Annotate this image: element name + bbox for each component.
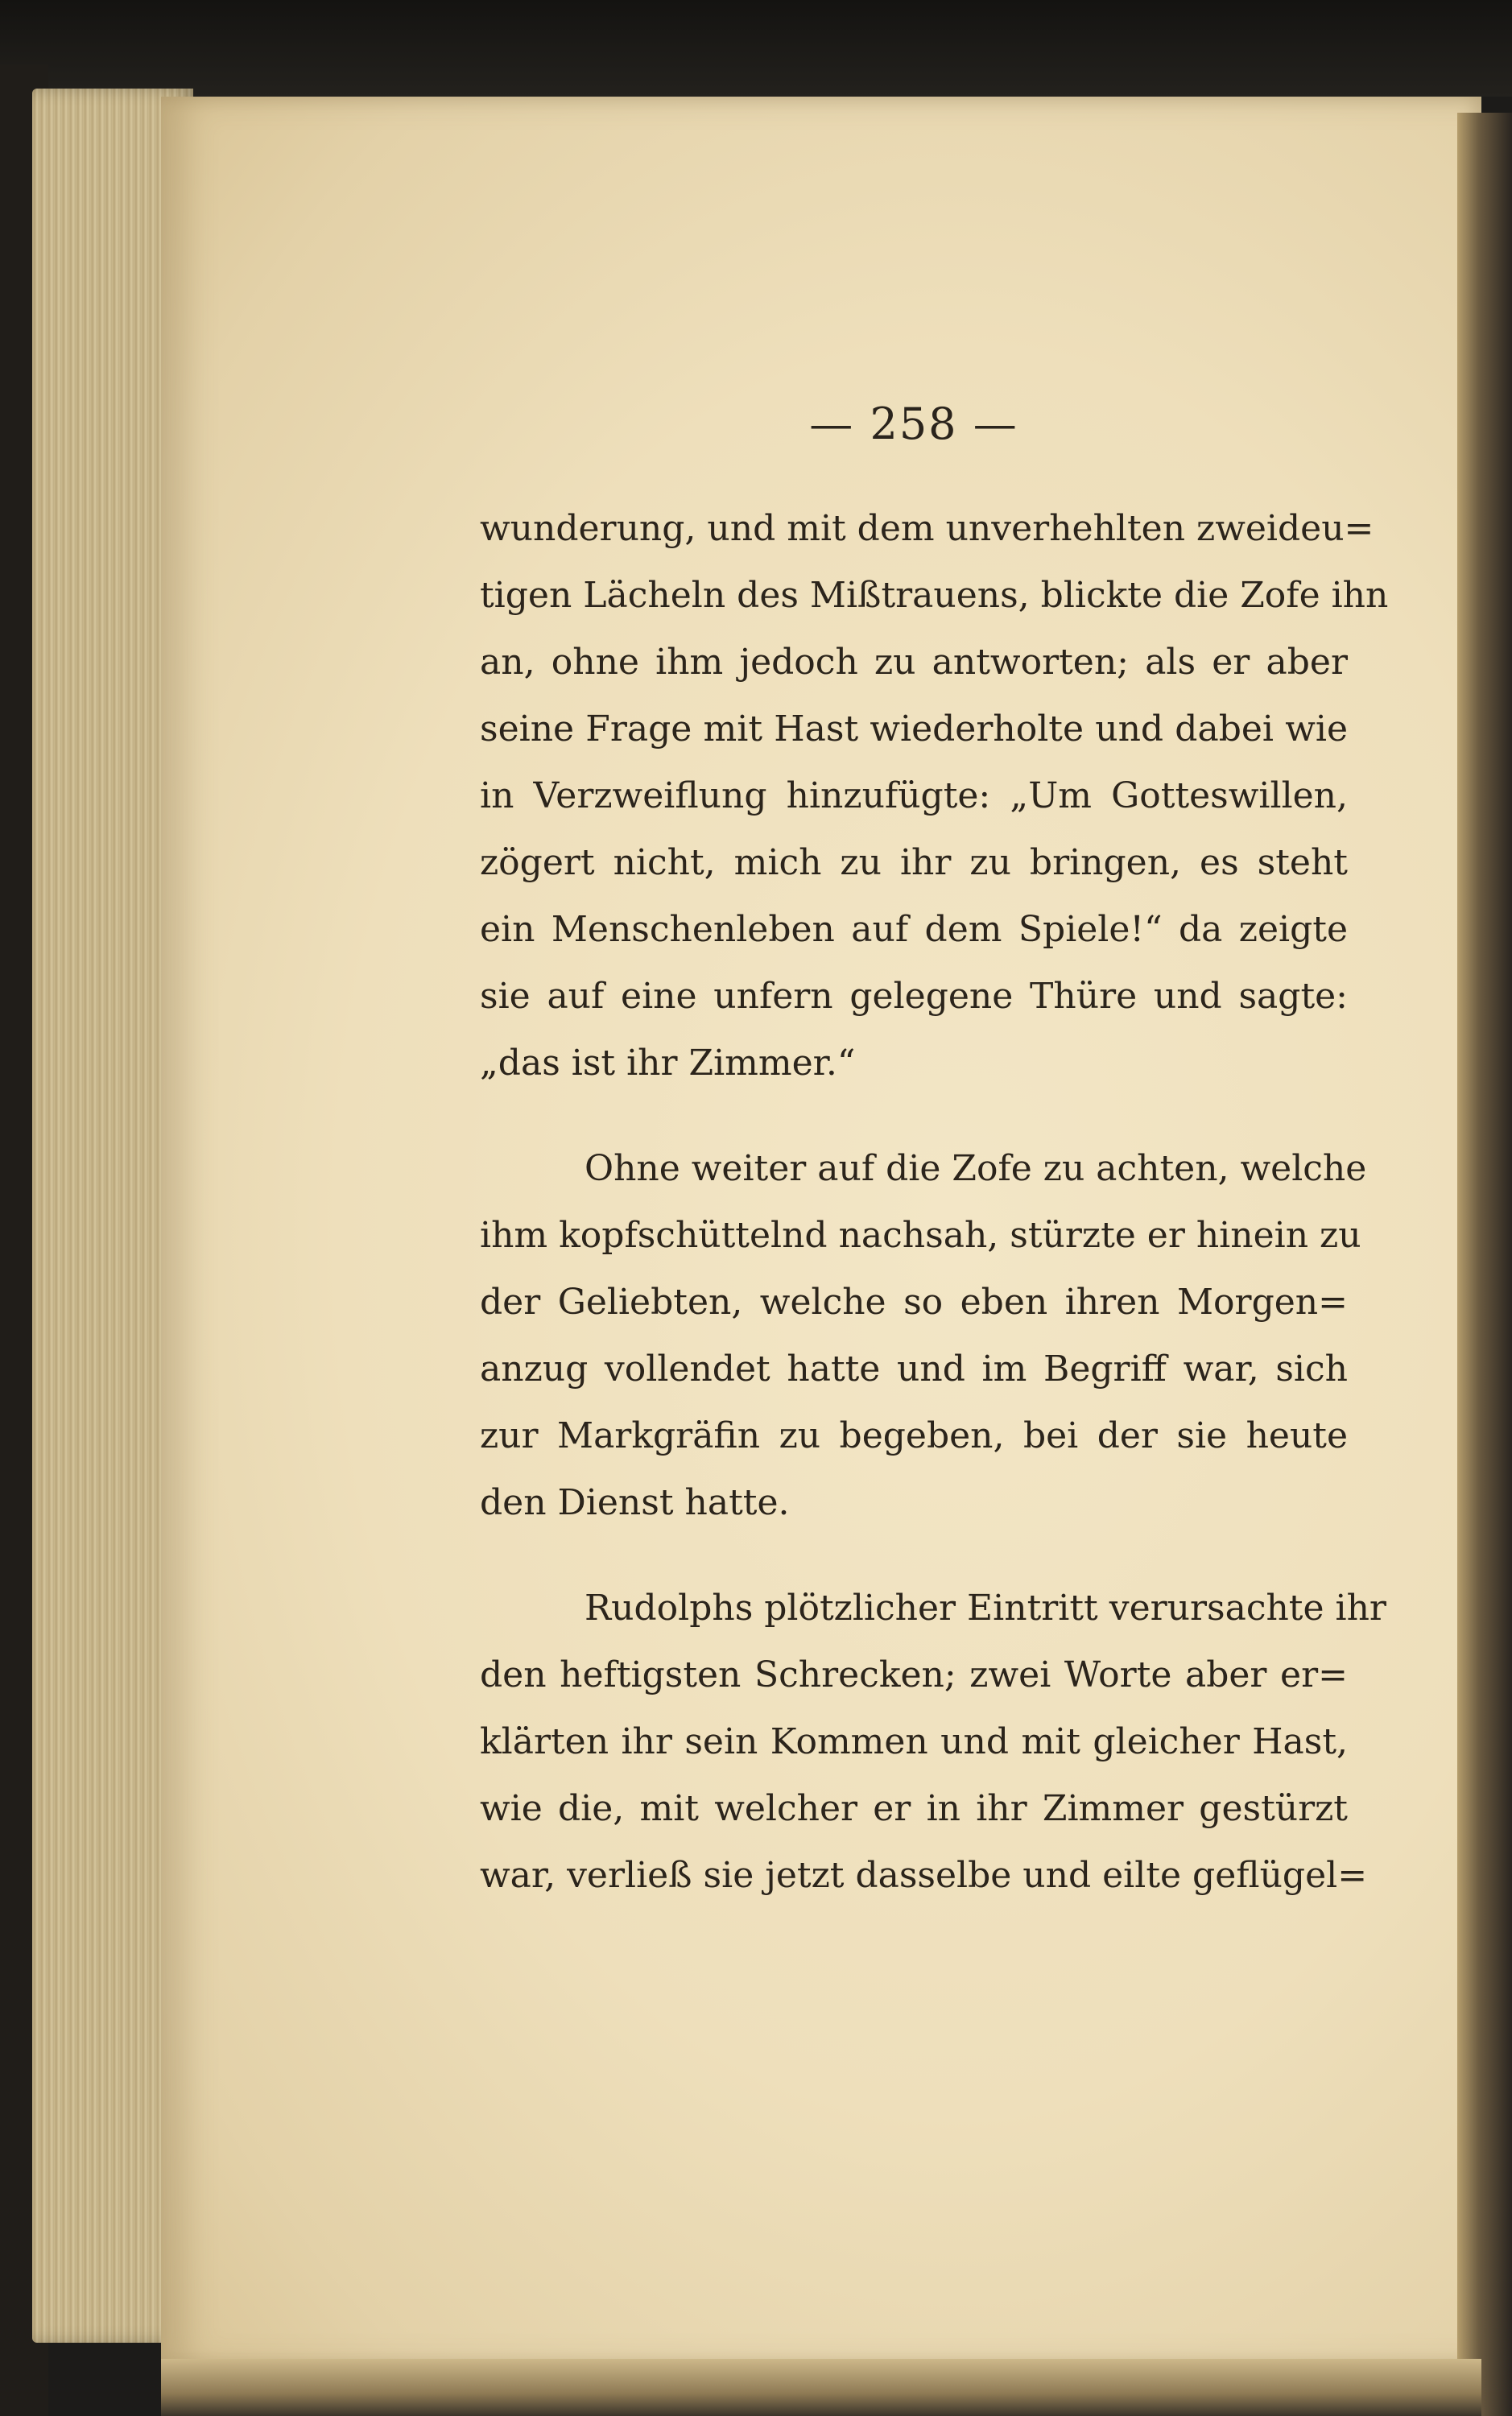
text-line: zögert nicht, mich zu ihr zu bringen, es steht (480, 842, 1348, 883)
text-line: in Verzweiflung hinzufügte: „Um Gotteswillen, (480, 775, 1348, 816)
paragraph-gap (480, 1536, 1348, 1575)
page-number: — 258 — (809, 399, 1018, 449)
text-line: Rudolphs plötzlicher Eintritt verursachte ihr (585, 1588, 1386, 1629)
text-line: tigen Lächeln des Mißtrauens, blickte die Zofe ihn (480, 575, 1389, 616)
text-line: den heftigsten Schrecken; zwei Worte aber er= (480, 1654, 1348, 1695)
paragraph-gap (480, 1096, 1348, 1135)
text-line: sie auf eine unfern gelegene Thüre und sagte: (480, 976, 1348, 1017)
text-line: den Dienst hatte. (480, 1482, 790, 1523)
text-line: ihm kopfschüttelnd nachsah, stürzte er hinein zu (480, 1215, 1361, 1256)
text-line: anzug vollendet hatte und im Begriff war, sich (480, 1348, 1348, 1390)
text-line: wunderung, und mit dem unverhehlten zweideu= (480, 508, 1374, 549)
text-line: Ohne weiter auf die Zofe zu achten, welche (585, 1148, 1367, 1189)
body-text (480, 495, 1389, 1909)
text-line: wie die, mit welcher er in ihr Zimmer gestürzt (480, 1788, 1348, 1829)
text-line: ein Menschenleben auf dem Spiele!“ da zeigte (480, 909, 1348, 950)
text-line: klärten ihr sein Kommen und mit gleicher Hast, (480, 1721, 1348, 1762)
text-line: zur Markgräfin zu begeben, bei der sie heute (480, 1415, 1348, 1456)
book-cover-top-edge (0, 0, 1512, 97)
text-line: an, ohne ihm jedoch zu antworten; als er aber (480, 642, 1348, 683)
text-line: der Geliebten, welche so eben ihren Morgen= (480, 1282, 1348, 1323)
page-bottom-edge (161, 2359, 1481, 2416)
text-line: seine Frage mit Hast wiederholte und dabei wie (480, 708, 1348, 750)
text-line: „das ist ihr Zimmer.“ (480, 1043, 856, 1084)
book-gutter (1457, 113, 1512, 2416)
text-line: war, verließ sie jetzt dasselbe und eilte geflügel= (480, 1855, 1368, 1896)
